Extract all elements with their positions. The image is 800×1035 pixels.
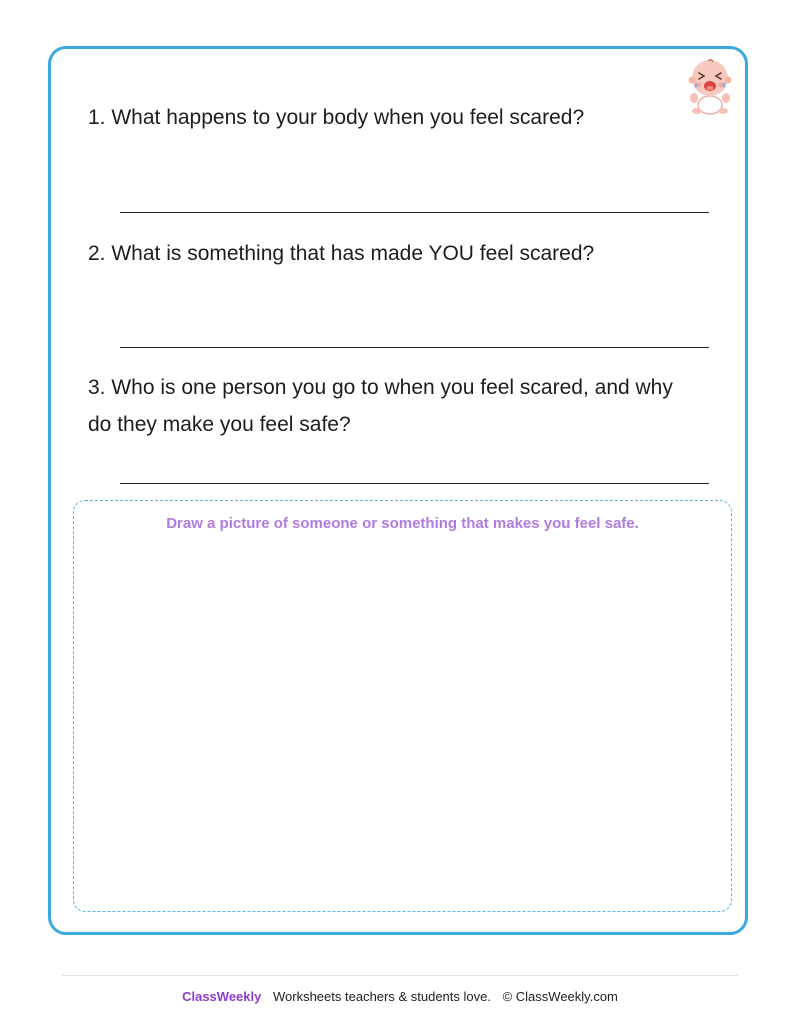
footer-brand: ClassWeekly	[182, 989, 262, 1004]
footer-copyright: © ClassWeekly.com	[502, 989, 618, 1004]
footer-divider	[62, 975, 738, 976]
drawing-prompt: Draw a picture of someone or something that makes you feel safe.	[166, 515, 639, 532]
drawing-area[interactable]	[73, 500, 732, 912]
crying-baby-icon	[682, 56, 738, 116]
footer-tagline: Worksheets teachers & students love.	[272, 989, 491, 1004]
answer-line-2[interactable]	[120, 347, 709, 348]
question-3: 3. Who is one person you go to when you feel scared, and why do they make you feel safe?	[88, 376, 673, 436]
question-2: 2. What is something that has made YOU feel scared?	[88, 242, 595, 265]
question-1: 1. What happens to your body when you feel scared?	[88, 106, 585, 129]
answer-line-1[interactable]	[120, 212, 709, 213]
footer	[0, 989, 800, 1004]
answer-line-3[interactable]	[120, 483, 709, 484]
